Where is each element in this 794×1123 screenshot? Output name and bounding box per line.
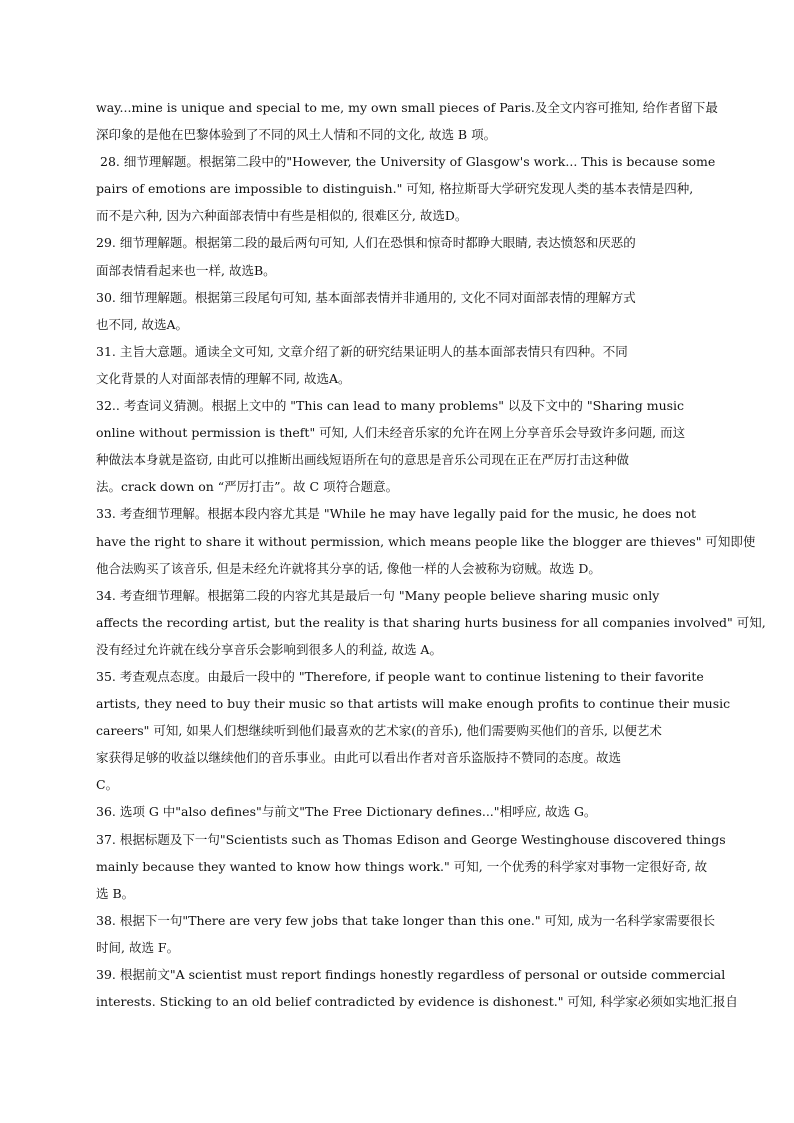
text-line: 他合法购买了该音乐, 但是未经允许就将其分享的话, 像他一样的人会被称为窃贼。故选 D。	[96, 560, 601, 576]
text-line: 34. 考查细节理解。根据第二段的内容尤其是最后一句 "Many people believe sharing music only	[96, 587, 660, 603]
text-line: affects the recording artist, but the reality is that sharing hurts business for all companies involved" 可知,	[96, 614, 766, 630]
text-line: artists, they need to buy their music so that artists will make enough profits to continue their music	[96, 696, 731, 712]
text-line: C。	[96, 777, 119, 793]
text-line: 也不同, 故选A。	[96, 316, 188, 332]
text-line: 时间, 故选 F。	[96, 939, 180, 955]
text-line: 种做法本身就是盗窃, 由此可以推断出画线短语所在句的意思是音乐公司现在正在严厉打击这种做	[96, 452, 629, 468]
text-line: 深印象的是他在巴黎体验到了不同的风土人情和不同的文化, 故选 B 项。	[96, 127, 497, 143]
text-line: 29. 细节理解题。根据第二段的最后两句可知, 人们在恐惧和惊奇时都睁大眼睛, 表达愤怒和厌恶的	[96, 235, 636, 251]
text-line: 32.. 考查词义猜测。根据上文中的 "This can lead to many problems" 以及下文中的 "Sharing music	[96, 398, 685, 414]
text-line: 28. 细节理解题。根据第二段中的"However, the University of Glasgow's work... This is because some	[100, 154, 716, 170]
text-line: 35. 考查观点态度。由最后一段中的 "Therefore, if people want to continue listening to their favorite	[96, 668, 704, 684]
text-line: 法。crack down on “严厉打击”。故 C 项符合题意。	[96, 479, 399, 495]
document-body	[96, 94, 766, 1015]
text-line: way...mine is unique and special to me, my own small pieces of Paris.及全文内容可推知, 给作者留下最	[96, 100, 718, 115]
text-line: 30. 细节理解题。根据第三段尾句可知, 基本面部表情并非通用的, 文化不同对面部表情的理解方式	[96, 289, 636, 305]
text-line: careers" 可知, 如果人们想继续听到他们最喜欢的艺术家(的音乐), 他们需要购买他们的音乐, 以便艺术	[96, 723, 662, 739]
text-line: have the right to share it without permission, which means people like the blogger are thieves" 可知即使	[96, 533, 756, 549]
text-line: 37. 根据标题及下一句"Scientists such as Thomas Edison and George Westinghouse discovered things	[96, 831, 726, 847]
text-line: online without permission is theft" 可知, 人们未经音乐家的允许在网上分享音乐会导致许多问题, 而这	[96, 425, 686, 441]
text-line: pairs of emotions are impossible to distinguish." 可知, 格拉斯哥大学研究发现人类的基本表情是四种,	[96, 181, 694, 197]
text-line: 家获得足够的收益以继续他们的音乐事业。由此可以看出作者对音乐盗版持不赞同的态度。故选	[96, 750, 622, 766]
text-line: mainly because they wanted to know how things work." 可知, 一个优秀的科学家对事物一定很好奇, 故	[96, 858, 708, 874]
text-line: 33. 考查细节理解。根据本段内容尤其是 "While he may have legally paid for the music, he does not	[96, 506, 696, 522]
text-line: 36. 选项 G 中"also defines"与前文"The Free Dictionary defines..."相呼应, 故选 G。	[96, 804, 597, 820]
text-line: 没有经过允许就在线分享音乐会影响到很多人的利益, 故选 A。	[96, 641, 442, 657]
text-line: interests. Sticking to an old belief contradicted by evidence is dishonest." 可知, 科学家必须如实地汇报自	[96, 994, 738, 1010]
text-line: 面部表情看起来也一样, 故选B。	[96, 262, 276, 278]
text-line: 38. 根据下一句"There are very few jobs that take longer than this one." 可知, 成为一名科学家需要很长	[96, 912, 715, 928]
text-line: 39. 根据前文"A scientist must report findings honestly regardless of personal or outside commercial	[96, 967, 726, 982]
text-line: 文化背景的人对面部表情的理解不同, 故选A。	[96, 370, 351, 386]
text-line: 而不是六种, 因为六种面部表情中有些是相似的, 很难区分, 故选D。	[96, 208, 468, 224]
text-line: 31. 主旨大意题。通读全文可知, 文章介绍了新的研究结果证明人的基本面部表情只有四种。不同	[96, 343, 628, 359]
text-line: 选 B。	[96, 885, 135, 901]
